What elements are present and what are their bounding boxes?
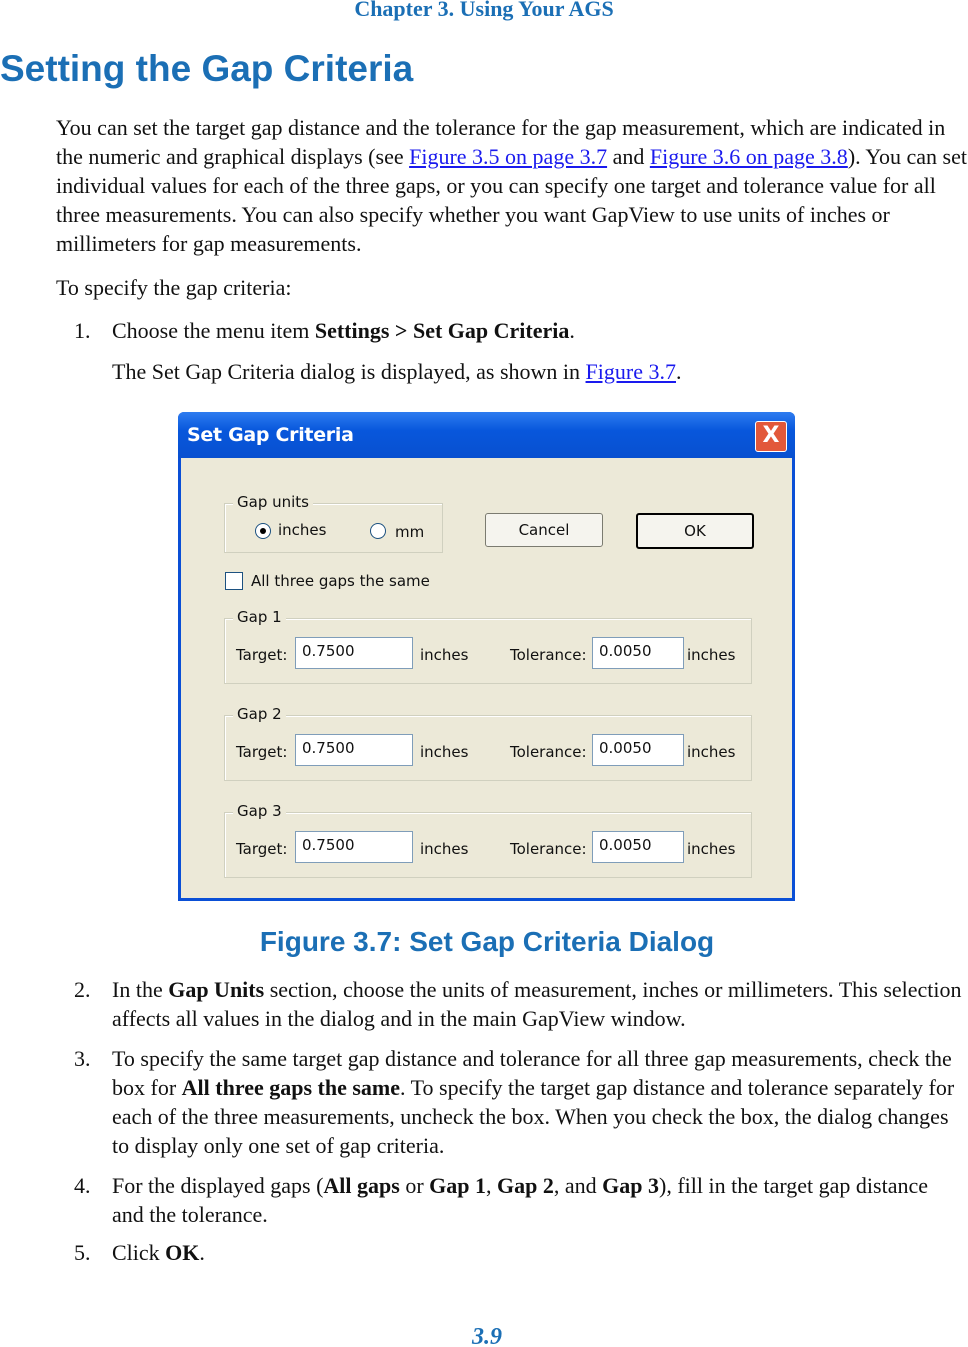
- running-header: Chapter 3. Using Your AGS: [354, 0, 614, 21]
- text: For the displayed gaps (: [112, 1173, 324, 1198]
- link-figure-3-5[interactable]: Figure 3.5 on page 3.7: [409, 144, 608, 169]
- text: , and: [553, 1173, 603, 1198]
- text: .: [569, 318, 575, 343]
- step-5: [74, 1238, 964, 1267]
- gap-1-group: [224, 608, 752, 684]
- target-label: Target:: [236, 646, 288, 664]
- bold-text: Settings > Set Gap Criteria: [314, 318, 570, 343]
- text: . To specify the target gap distance and tolerance separately for each of the three measurements, uncheck the box. When you check the box, the dialog changes to display only one set of gap criteria.: [112, 1075, 955, 1158]
- text: .: [199, 1240, 205, 1265]
- text: ), fill in the target gap distance and the tolerance.: [112, 1173, 929, 1227]
- link-figure-3-6[interactable]: Figure 3.6 on page 3.8: [649, 144, 848, 169]
- set-gap-criteria-dialog: [178, 412, 795, 901]
- cancel-button[interactable]: Cancel: [485, 513, 603, 547]
- text: Choose the menu item: [112, 318, 315, 343]
- radio-label: inches: [278, 521, 327, 539]
- unit-label: inches: [687, 840, 736, 858]
- radio-inches[interactable]: [255, 523, 271, 539]
- ok-button[interactable]: OK: [636, 513, 754, 549]
- step-number: 3.: [74, 1046, 91, 1071]
- text: and: [607, 144, 650, 169]
- group-legend: Gap 3: [233, 802, 286, 820]
- tolerance-label: Tolerance:: [510, 743, 587, 761]
- step-number: 1.: [74, 318, 91, 343]
- unit-label: inches: [420, 646, 469, 664]
- gap-3-group: [224, 802, 752, 878]
- all-same-checkbox[interactable]: [225, 572, 243, 590]
- step-number: 5.: [74, 1240, 91, 1265]
- section-title: Setting the Gap Criteria: [0, 48, 414, 89]
- target-input[interactable]: 0.7500: [295, 637, 413, 669]
- dialog-title: Set Gap Criteria: [187, 424, 354, 446]
- close-icon[interactable]: X: [755, 421, 787, 452]
- page-number: 3.9: [472, 1324, 502, 1347]
- group-legend: Gap 1: [233, 608, 286, 626]
- gap-units-group: [224, 493, 443, 553]
- text: Click: [112, 1240, 166, 1265]
- text: section, choose the units of measurement, inches or millimeters. This selection affects all values in the dialog and in the main GapView window.: [112, 977, 962, 1031]
- text: ). You can set individual values for each of the three gaps, or you can specify one target and tolerance value for all three measurements. You can also specify whether you want GapView to use units of inches or millimeters for gap measurements.: [56, 144, 967, 256]
- text: To specify the same target gap distance and tolerance for all three gap measurements, check the box for: [112, 1046, 952, 1100]
- bold-text: Gap Units: [168, 977, 265, 1002]
- target-input[interactable]: 0.7500: [295, 734, 413, 766]
- text: You can set the target gap distance and the tolerance for the gap measurement, which are indicated in the numeric and graphical displays (see: [56, 115, 946, 169]
- bold-text: All gaps: [323, 1173, 400, 1198]
- bold-text: Gap 3: [602, 1173, 659, 1198]
- text: In the: [112, 977, 169, 1002]
- dialog-body: [181, 458, 792, 898]
- bold-text: Gap 1: [429, 1173, 487, 1198]
- lead-text: To specify the gap criteria:: [56, 275, 292, 300]
- step-number: 4.: [74, 1173, 91, 1198]
- checkbox-label: All three gaps the same: [251, 572, 430, 590]
- figure-caption: Figure 3.7: Set Gap Criteria Dialog: [259, 926, 715, 957]
- tolerance-label: Tolerance:: [510, 646, 587, 664]
- radio-mm[interactable]: [370, 523, 386, 539]
- tolerance-input[interactable]: 0.0050: [592, 734, 684, 766]
- unit-label: inches: [420, 840, 469, 858]
- step-number: 2.: [74, 977, 91, 1002]
- link-figure-3-7[interactable]: Figure 3.7: [585, 359, 676, 384]
- unit-label: inches: [420, 743, 469, 761]
- tolerance-input[interactable]: 0.0050: [592, 831, 684, 863]
- title-bar: [178, 412, 795, 458]
- group-legend: Gap 2: [233, 705, 286, 723]
- radio-label: mm: [395, 523, 425, 541]
- text: ,: [486, 1173, 498, 1198]
- bold-text: Gap 2: [497, 1173, 554, 1198]
- bold-text: All three gaps the same: [181, 1075, 401, 1100]
- intro-paragraph: [56, 113, 968, 258]
- text: or: [399, 1173, 430, 1198]
- group-legend: Gap units: [233, 493, 313, 511]
- target-input[interactable]: 0.7500: [295, 831, 413, 863]
- step-2: [74, 975, 964, 1033]
- tolerance-label: Tolerance:: [510, 840, 587, 858]
- step-4: [74, 1171, 964, 1229]
- text: .: [675, 359, 682, 384]
- step-1: [74, 316, 964, 386]
- step-3: [74, 1044, 964, 1160]
- unit-label: inches: [687, 743, 736, 761]
- target-label: Target:: [236, 840, 288, 858]
- unit-label: inches: [687, 646, 736, 664]
- tolerance-input[interactable]: 0.0050: [592, 637, 684, 669]
- target-label: Target:: [236, 743, 288, 761]
- bold-text: OK: [165, 1240, 200, 1265]
- text: The Set Gap Criteria dialog is displayed, as shown in: [112, 359, 586, 384]
- gap-2-group: [224, 705, 752, 781]
